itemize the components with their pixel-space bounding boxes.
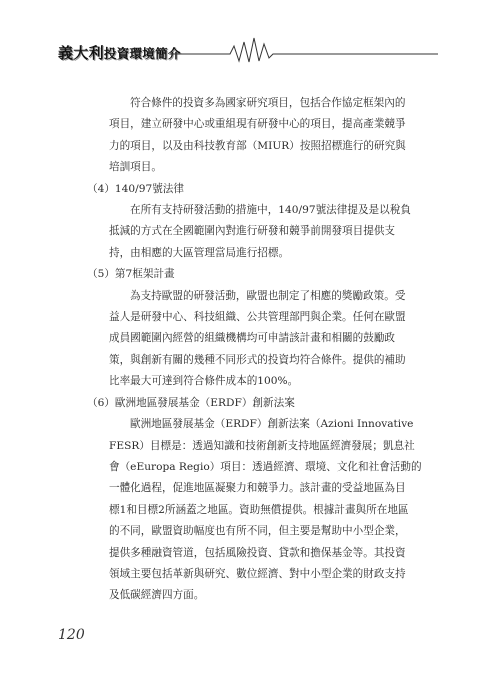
text-line: 培訓項目。: [109, 161, 162, 174]
text-line: 提供多種融資管道，包括風險投資、貸款和擔保基金等。其投資: [109, 546, 406, 559]
text-line: FESR）目標是：透過知識和技術創新支持地區經濟發展；凱息社: [109, 439, 415, 452]
text-line: 策，與創新有關的幾種不同形式的投資均符合條件。提供的補助: [109, 353, 406, 366]
text-line: 益人是研發中心、科技組織、公共管理部門與企業。任何在歐盟: [109, 311, 406, 324]
header-title-sub: 投資環境簡介: [103, 46, 181, 61]
text-line: 符合條件的投資多為國家研究項目，包括合作協定框架內的: [130, 97, 406, 109]
header-title-main: 義大利: [58, 44, 104, 62]
text-line: 為支持歐盟的研發活動，歐盟也制定了相應的獎勵政策。受: [130, 289, 406, 302]
paragraph-4: [109, 414, 439, 607]
section-heading-4: （4）140/97號法律: [87, 182, 184, 195]
section-heading-5: （5）第7框架計畫: [87, 268, 175, 281]
text-line: 持，由相應的大區管理當局進行招標。: [109, 246, 290, 259]
header-wave-line: [58, 28, 438, 64]
page-number: 120: [58, 627, 85, 643]
paragraph-3: [109, 286, 439, 393]
text-line: 及低碳經濟四方面。: [109, 589, 205, 602]
paragraph-1: [109, 93, 439, 179]
text-line: 項目，建立研發中心或重組現有研發中心的項目，提高產業競爭: [109, 118, 406, 131]
text-line: 的不同，歐盟資助幅度也有所不同，但主要是幫助中小型企業，: [109, 525, 406, 538]
text-line: 標1和目標2所涵蓋之地區。資助無償提供。根據計畫與所在地區: [109, 503, 409, 516]
text-line: 領域主要包括革新與研究、數位經濟、對中小型企業的財政支持: [109, 567, 406, 580]
text-line: 力的項目，以及由科技教育部（MIUR）按照招標進行的研究與: [109, 139, 406, 152]
paragraph-2: [109, 200, 439, 264]
body-text: [87, 93, 439, 607]
text-line: 歐洲地區發展基金（ERDF）創新法案（Azioni Innovative: [130, 418, 414, 431]
text-line: 成員國範圍內經營的組織機構均可申請該計畫和相關的鼓勵政: [109, 332, 396, 345]
text-line: 比率最大可達到符合條件成本的100%。: [109, 375, 299, 388]
text-line: 抵減的方式在全國範圍內對進行研發和競爭前開發項目提供支: [109, 225, 396, 238]
text-line: 一體化過程，促進地區凝聚力和競爭力。該計畫的受益地區為目: [109, 482, 406, 495]
text-line: 會（eEuropa Regio）項目：透過經濟、環境、文化和社會活動的: [109, 460, 422, 473]
text-line: 在所有支持研發活動的措施中，140/97號法律提及是以稅負: [130, 204, 411, 217]
running-header: [58, 28, 438, 64]
section-heading-6: （6）歐洲地區發展基金（ERDF）創新法案: [87, 396, 295, 409]
